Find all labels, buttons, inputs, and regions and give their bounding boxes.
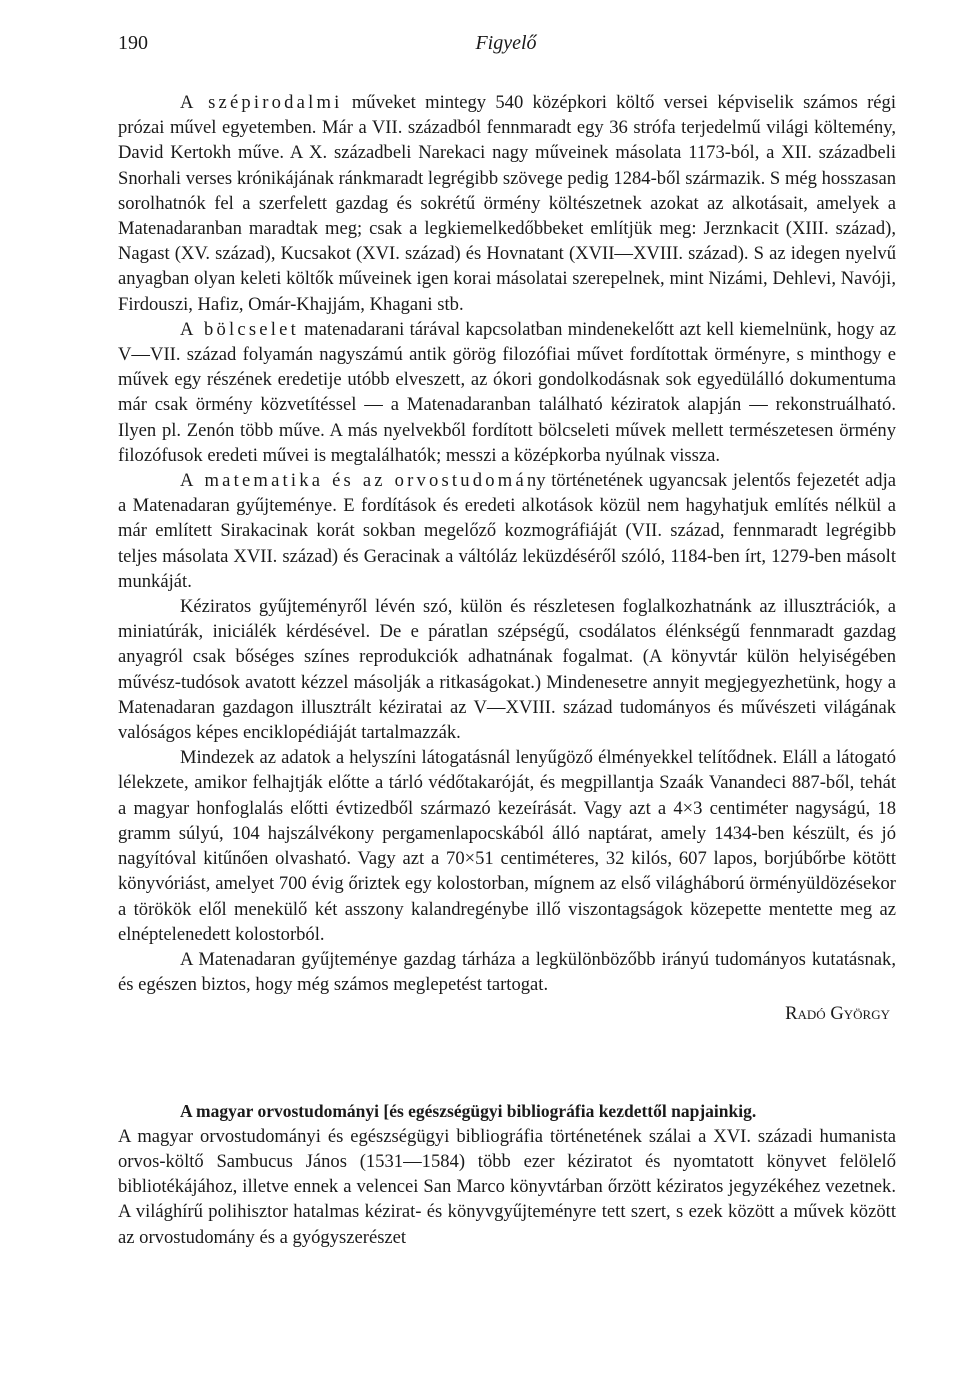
- spaced-lead: A matematika és az orvostudomá: [180, 470, 527, 492]
- paragraph-text: műveket mintegy 540 középkori költő versei képviselik számos régi prózai művel egyetemben. Már a VII. századból fennmaradt egy 36 strófa terjedelmű világi költemény, David Kertokh műve. A X. századbeli Narekaci nagy műveinek másolata 1173-ból, a XII. századbeli Snorhali verses krónikájának ránkmaradt legrégibb szövege pedig 1284-ből származik. S még hosszasan sorolhatnók fel a szerfelett gazdag és sokrétű örmény költészetnek azokat az alkotásait, amelyek a Matenadaranban maradtak meg; csak a legkiemelkedőbbeket említjük meg: Jerznkacit (XIII. század), Nagast (XV. század), Kucsakot (XVI. század) és Hovnatant (XVII—XVIII. század). S az idegen nyelvű anyagban olyan keleti költők műveinek igen korai másolatai szerepelnek, mint Nizámi, Dehlevi, Navóji, Firdouszi, Hafiz, Omár-Khajjám, Khagani stb.: [118, 92, 896, 315]
- page-number: 190: [118, 32, 148, 54]
- paragraph-literature: [118, 90, 896, 317]
- paragraph-text: Mindezek az adatok a helyszíni látogatásnál lenyűgöző élményekkel telítődnek. Eláll a látogató lélekzete, amikor felhajtják előtte a tárló védőtakaróját, és megpillantja Szaák Vanandeci 887-ből, tehát a magyar honfoglalás előtti évtizedből származó kezeírását. Vagy azt a 4×3 centiméter nagyságú, 18 gramm súlyú, 104 hajszálvékony pergamenlapocskából álló naptárat, amely 1434-ben készült, és jó nagyítóval kitűnően olvasható. Vagy azt a 70×51 centiméteres, 32 kilós, 607 lapos, borjúbőrbe kötött könyvóriást, amelyet 700 évig őriztek egy kolostorban, mígnem az első világháború örményüldözésekor a törökök elől menekülő két asszony kalandregénybe illő viszontagságok közepette mentette meg az elnéptelenedett kolostorból.: [118, 747, 896, 945]
- paragraph-illustrations: [118, 594, 896, 745]
- paragraph-text: A Matenadaran gyűjteménye gazdag tárháza a legkülönbözőbb irányú tudományos kutatásnak, és egészen biztos, hogy még számos meglepetést tartogat.: [118, 948, 896, 996]
- author-signature: Radó György: [785, 1003, 890, 1025]
- article-body: [118, 90, 896, 1250]
- spaced-lead: A bölcselet: [180, 318, 299, 340]
- paragraph-mathematics: [118, 468, 896, 594]
- paragraph-text: Kéziratos gyűjteményről lévén szó, külön és részletesen foglalkozhatnánk az illusztrációk, a miniatúrák, iniciálék kérdésével. De e páratlan szépségű, csodálatos élénkségű fennmaradt gazdag anyagról csak bőséges színes reprodukciók adhatnának fogalmat. (A könyvtár külön helyiségében művész-tudósok avatott kézzel másolják a ritkaságokat.) Mindenesetre annyit megjegyezhetünk, hogy a Matenadaran gazdagon illusztrált kéziratai az V—XVIII. század tudományos és művészeti világának valóságos képes enciklopédiáját tartalmazzák.: [118, 596, 896, 744]
- spaced-lead: A szépirodalmi: [180, 92, 343, 113]
- paragraph-text: ny történetének ugyancsak jelentős fejezetét adja a Matenadaran gyűjteménye. E fordítások és eredeti alkotások közül nem hagyhatjuk említés nélkül a már említett Sirakacinak korát sokban megelőző kozmográfiáját (VII. század, fennmaradt legrégibb teljes másolata XVII. század) és Geracinak a váltóláz leküzdéséről szóló, 1184-ben írt, 1279-ben másolt munkáját.: [118, 470, 897, 592]
- page-header: [118, 32, 894, 62]
- section-heading: A magyar orvostudományi [és egészségügyi bibliográfia kezdettől napjainkig.: [180, 1100, 757, 1121]
- section-gap: [118, 1027, 896, 1099]
- section-paragraph: A magyar orvostudományi és egészségügyi bibliográfia történetének szálai a XVI. századi humanista orvos-költő Sambucus János (1531—1584) több ezer kéziratot és nyomtatott könyvet felölelő bibliotékájához, illetve ennek a velencei San Marco könyvtárban őrzött kéziratos jegyzékéhez vezetnek. A világhírű polihisztor hatalmas kézirat- és könyvgyűjteményre tett szert, s ezek között a művek között az orvostudomány és a gyógyszerészet: [118, 1125, 896, 1248]
- paragraph-visit: [118, 745, 896, 947]
- running-title: Figyelő: [475, 32, 537, 54]
- paragraph-conclusion: [118, 947, 896, 997]
- paragraph-text: matenadarani tárával kapcsolatban mindenekelőtt azt kell kiemelnünk, hogy az V—VII. század folyamán nagyszámú antik görög filozófiai művet fordítottak örményre, s minthogy e művek egy részének eredetije utóbb elveszett, az ókori gondolkodásnak sok egyedülálló dokumentuma már csak örmény közvetítéssel — a Matenadaranban található kéziratok alapján — rekonstruálható. Ilyen pl. Zenón több műve. A más nyelvekből fordított bölcseleti művek mellett természetesen örmény filozófusok eredeti művei is megtalálhatók; messzi a középkorba nyúlnak vissza.: [118, 318, 896, 466]
- paragraph-philosophy: [118, 317, 896, 468]
